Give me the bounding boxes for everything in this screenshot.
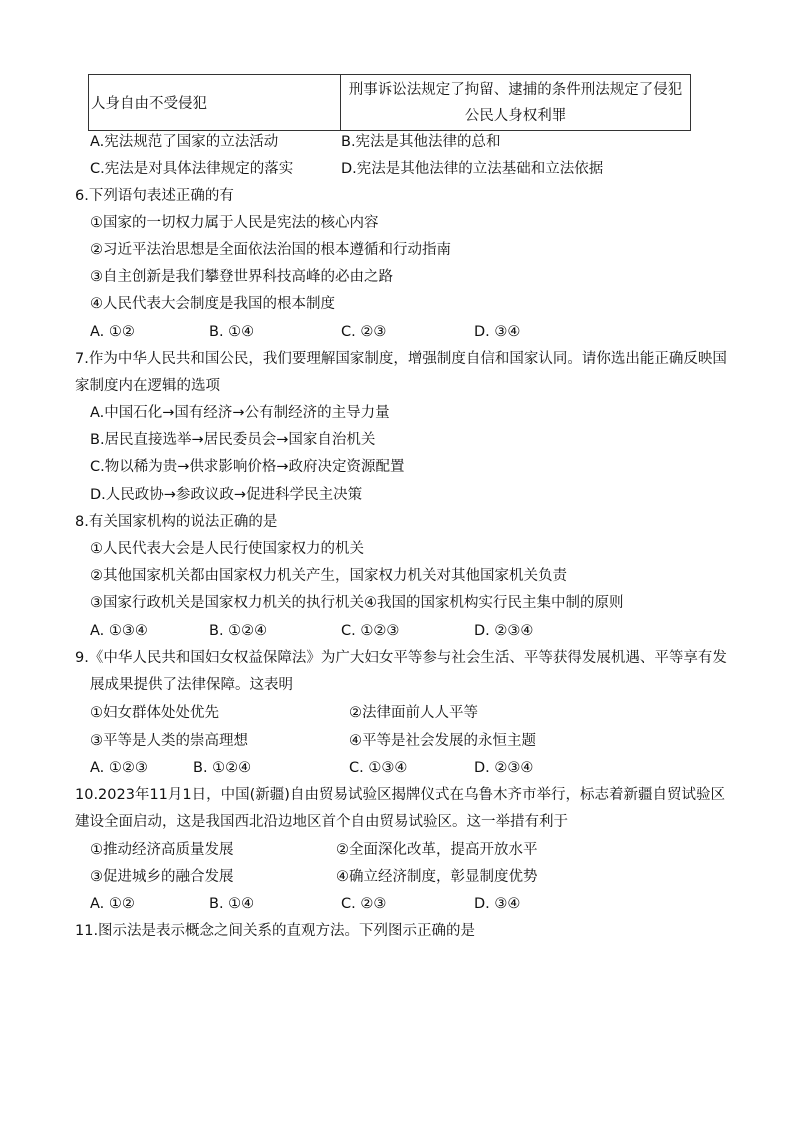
q10-statement-3: ③促进城乡的融合发展 [90,869,234,885]
q10-option-a: A. ①② [90,896,135,912]
q7-option-b: B.居民直接选举→居民委员会→国家自治机关 [90,432,376,448]
q6-statement-1: ①国家的一切权力属于人民是宪法的核心内容 [90,215,379,231]
q8-stem: 8.有关国家机构的说法正确的是 [75,514,278,530]
q11-stem: 11.图示法是表示概念之间关系的直观方法。下列图示正确的是 [75,923,476,939]
q8-option-a: A. ①③④ [90,623,148,639]
q8-option-b: B. ①②④ [209,623,268,639]
q9-stem-line-1: 9.《中华人民共和国妇女权益保障法》为广大妇女平等参与社会生活、平等获得发展机遇、平等享有发 [75,650,727,666]
q9-statement-4: ④平等是社会发展的永恒主题 [349,733,536,749]
q6-statement-3: ③自主创新是我们攀登世界科技高峰的必由之路 [90,269,393,285]
q8-statement-1: ①人民代表大会是人民行使国家权力的机关 [90,541,364,557]
q10-option-d: D. ③④ [474,896,521,912]
q9-option-b: B. ①②④ [193,760,252,776]
q10-stem-line-1: 10.2023年11月1日，中国(新疆)自由贸易试验区揭牌仪式在乌鲁木齐市举行，标志着新疆自贸试验区 [75,787,725,803]
q9-statement-3: ③平等是人类的崇高理想 [90,733,248,749]
q8-statement-3-4: ③国家行政机关是国家权力机关的执行机关④我国的国家机构实行民主集中制的原则 [90,595,624,611]
q9-statement-2: ②法律面前人人平等 [349,705,478,721]
q9-stem-line-2: 展成果提供了法律保障。这表明 [90,677,293,693]
q9-statement-1: ①妇女群体处处优先 [90,705,219,721]
q6-option-d: D. ③④ [474,324,521,340]
q9-option-d: D. ②③④ [474,760,534,776]
table-cell-right-type: 人身自由不受侵犯 [89,75,341,131]
q10-statement-4: ④确立经济制度，彰显制度优势 [336,869,538,885]
q10-option-b: B. ①④ [209,896,255,912]
q10-statement-1: ①推动经济高质量发展 [90,842,234,858]
q6-stem: 6.下列语句表述正确的有 [75,188,234,204]
q6-option-b: B. ①④ [209,324,255,340]
q8-statement-2: ②其他国家机关都由国家权力机关产生，国家权力机关对其他国家机关负责 [90,568,567,584]
q5-option-c: C.宪法是对具体法律规定的落实 [90,161,294,177]
q6-statement-4: ④人民代表大会制度是我国的根本制度 [90,296,335,312]
q10-option-c: C. ②③ [341,896,387,912]
q7-stem-line-1: 7.作为中华人民共和国公民，我们要理解国家制度，增强制度自信和国家认同。请你选出能正确反映国 [75,351,727,367]
q10-statement-2: ②全面深化改革，提高开放水平 [336,842,538,858]
q7-option-a: A.中国石化→国有经济→公有制经济的主导力量 [90,405,390,421]
q5-option-a: A.宪法规范了国家的立法活动 [90,134,279,150]
q7-stem-line-2: 家制度内在逻辑的选项 [75,378,220,394]
table-row [89,75,691,131]
table-cell-law-provisions: 刑事诉讼法规定了拘留、逮捕的条件刑法规定了侵犯公民人身权利罪 [341,75,691,131]
q6-option-a: A. ①② [90,324,135,340]
q7-option-d: D.人民政协→参政议政→促进科学民主决策 [90,487,363,503]
q10-stem-line-2: 建设全面启动，这是我国西北沿边地区首个自由贸易试验区。这一举措有利于 [75,814,568,830]
q8-option-c: C. ①②③ [341,623,400,639]
law-table [88,74,691,131]
q8-option-d: D. ②③④ [474,623,534,639]
q7-option-c: C.物以稀为贵→供求影响价格→政府决定资源配置 [90,459,405,475]
q9-option-c: C. ①③④ [349,760,408,776]
q5-option-d: D.宪法是其他法律的立法基础和立法依据 [341,161,604,177]
q9-option-a: A. ①②③ [90,760,148,776]
q5-option-b: B.宪法是其他法律的总和 [341,134,501,150]
q6-option-c: C. ②③ [341,324,387,340]
q6-statement-2: ②习近平法治思想是全面依法治国的根本遵循和行动指南 [90,242,451,258]
